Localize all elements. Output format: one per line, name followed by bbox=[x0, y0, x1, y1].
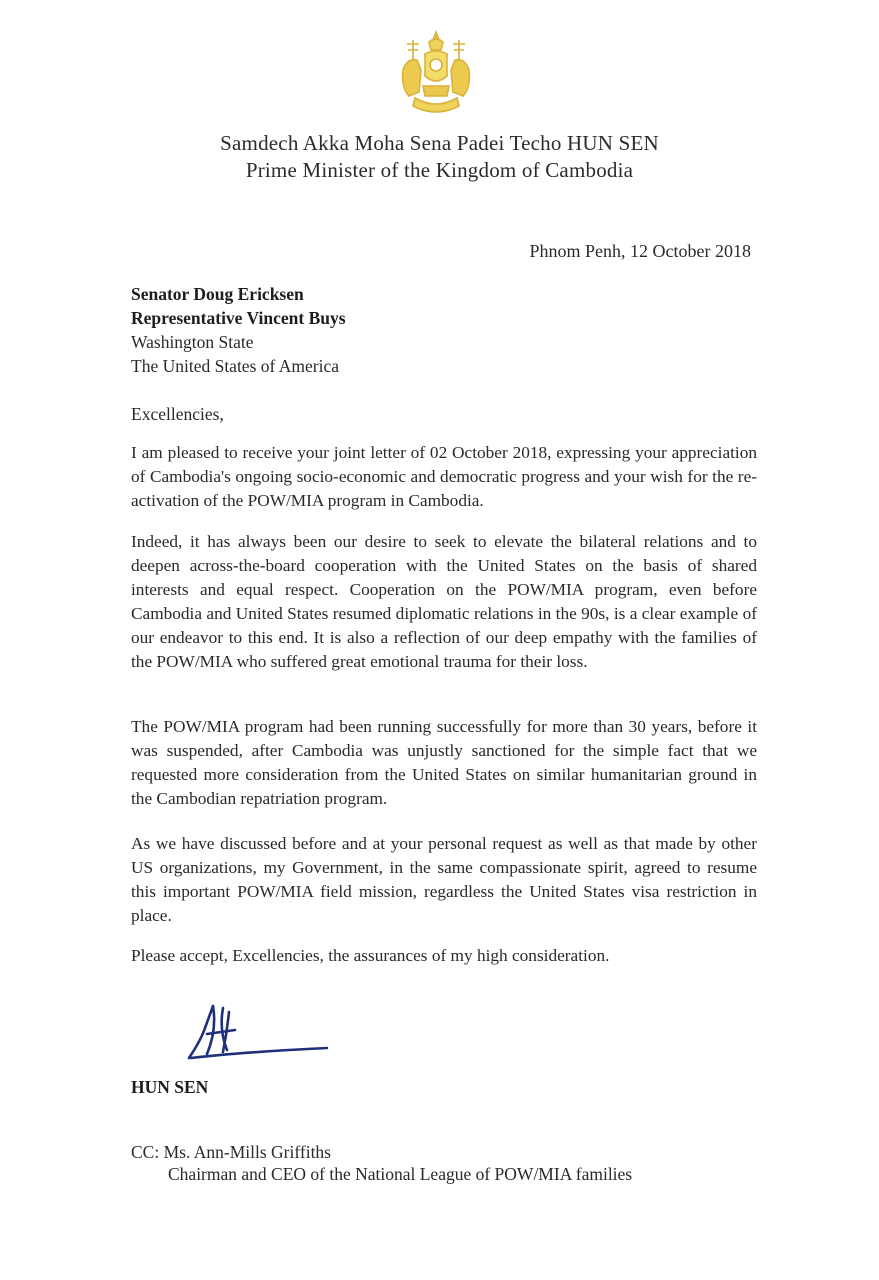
signer-name: HUN SEN bbox=[131, 1077, 209, 1097]
cc-recipient-title: Chairman and CEO of the National League of POW/MIA families bbox=[168, 1164, 633, 1184]
salutation: Excellencies, bbox=[131, 404, 224, 424]
royal-arms-emblem-icon bbox=[393, 30, 479, 120]
sender-title: Prime Minister of the Kingdom of Cambodia bbox=[245, 158, 634, 182]
sender-name: Samdech Akka Moha Sena Padei Techo HUN SEN bbox=[220, 131, 659, 155]
recipient-state: Washington State bbox=[131, 332, 254, 352]
body-paragraph-4: As we have discussed before and at your personal request as well as that made by other US organizations, my Government, in the same compassionate spirit, agreed to resume this important POW/MIA field mission, regardless the United States visa restriction in place. bbox=[131, 834, 757, 925]
recipient-country: The United States of America bbox=[131, 356, 339, 376]
cc-recipient: CC: Ms. Ann-Mills Griffiths bbox=[131, 1142, 331, 1162]
closing-line: Please accept, Excellencies, the assurances of my high consideration. bbox=[131, 946, 610, 965]
recipient-senator: Senator Doug Ericksen bbox=[131, 284, 304, 304]
body-paragraph-1: I am pleased to receive your joint letter of 02 October 2018, expressing your appreciation of Cambodia's ongoing socio-economic and democratic progress and your wish for the re-activation of the POW/MIA program in Cambodia. bbox=[131, 443, 757, 510]
letter-date: Phnom Penh, 12 October 2018 bbox=[529, 241, 751, 261]
handwritten-signature-icon bbox=[183, 1000, 333, 1070]
recipient-representative: Representative Vincent Buys bbox=[131, 308, 346, 328]
body-paragraph-2: Indeed, it has always been our desire to seek to elevate the bilateral relations and to deepen across-the-board cooperation with the United States on the basis of shared interests and equal respect. Cooperation on the POW/MIA program, even before Cambodia and United States resumed diplomatic relations in the 90s, is a clear example of our endeavor to this end. It is also a reflection of our deep empathy with the families of the POW/MIA who suffered great emotional trauma for their loss. bbox=[131, 532, 757, 671]
body-paragraph-3: The POW/MIA program had been running successfully for more than 30 years, before it was suspended, after Cambodia was unjustly sanctioned for the simple fact that we requested more consideration from the United States on similar humanitarian ground in the Cambodian repatriation program. bbox=[131, 717, 757, 808]
